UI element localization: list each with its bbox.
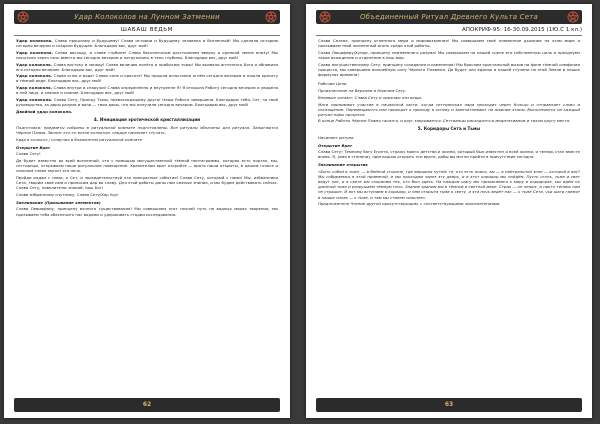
rubric-line: Произнесение на Верхнем и Нижнем Сету. — [318, 88, 407, 94]
paragraph: Да будет известно во всей вселенной, что с помощью могущественной тёмной пентаграммы, которая есть портал, мы, сеттианцы, открываем наше ритуальное помещение. Хранителям врат откройте — врата наши открыты, в нашем голосе и сильном слове звучит эта ночь. — [16, 158, 278, 174]
bell-line: Удар колокола. Слава внутри и снаружи! Слава определённо и внутренне Я! Я открыла Работу сегодня вечером и увидела в ней лицо, и знание и сияние. Благодарю вас, друг мой! — [16, 85, 278, 96]
left-header-bar — [14, 10, 280, 24]
paragraph: Слава Сатане, принцепу огненного мира и мировоззрения! Мы совершаем твоё пламенное дыхание на этом мире и призываем твой жизненный огонь среди этой работы. — [318, 38, 580, 49]
rubric-title: Рабочие Цели — [318, 81, 347, 87]
rubric-line: В конце Работы Чёрное Пламя гасится, и круг закрывается. Сеттианцы расходятся в медитативном и тихом кругу места. — [318, 118, 571, 124]
bell-line: Двойной удар колокола. — [16, 108, 73, 114]
left-page — [4, 4, 290, 418]
closing-label: Заклинание (Призывание элементов) — [16, 199, 101, 205]
open-label: Открытие Врат — [318, 142, 353, 148]
pentagram-icon — [319, 11, 331, 23]
right-page — [306, 4, 592, 418]
page-number: 62 — [142, 401, 152, 408]
section-intro: Начинает ритуал. — [318, 134, 355, 140]
left-subheader: ШАБАШ ВЕДЬМ — [14, 26, 280, 36]
right-footer-bar — [316, 398, 582, 412]
left-header-title: Удар Колоколов на Лунном Затмении — [74, 13, 220, 21]
rubric-line: Маги принимают участие в начальной части, когда сеттианская пара проходит через Кольцо и отправляет слово и посвящение. Перемещаются или приходят к приходу в основу и запечатлевают на нижние этапы. Выполняются на каждый ритуал пары процессе. — [318, 101, 580, 117]
paragraph: Слава Сету! — [16, 151, 41, 157]
opening-label: Открытие Врат — [16, 144, 51, 150]
paragraph: Слава Левиафану, принцепу вечного существования! Мы совершаем этот ночной путь на водных морях творения, мы призываем тебя обеспечить нас водами и удерживать стадии исследования. — [16, 206, 278, 217]
pentagram-icon — [265, 11, 277, 23]
bell-line: Удар колокола. Слава Сету, Принцу Тьмы, превосходящему друга! Наша Работа завершена. Благодарю тебя, Сет, за твоё руководство, за дары разума и воли — твои дары, что мы получили сегодня вечером. Благодарю вас, друг мой! — [16, 96, 278, 107]
left-body — [16, 38, 278, 394]
paragraph: Слава Люциферу/Хупри, принцепу неизменного разума! Мы совершаем на нашей сцене его собственную цель и празднуем такое вхождение и отделение в наш мир. — [318, 49, 580, 60]
right-header-bar — [316, 10, 582, 24]
right-header-title: Объединенный Ритуал Древнего Культа Сета — [359, 13, 539, 21]
bell-line: Удар колокола. Слава огню и воде! Слава силе и красоте! Мы прошли испытания огнём сегодня вечером и нашли красоту в тёмной воде. Благодарю вас, друг мой! — [16, 73, 278, 84]
section-note: Удар в колокол / созвучия в блаженном ритуальной комнате — [16, 136, 142, 142]
section-title: 5. Коридоры Сета и Тьмы — [417, 126, 481, 132]
pentagram-icon — [567, 11, 579, 23]
paragraph: «Быть собой в тьме, — в бейной стороне, где вершина путей; те, кто есть поиск, вы — в нейтральной зоне — которой в вас? Мы собираемся в этой приемной, и мы проходим через эту дверь, и в этот коридор мы пойдём. Пусть огонь, тьма и свет ведут нас, и в свете мы сохраним тех, кто был здесь. На каждом шагу мы прикасаемся к миру в коридорах, мы идём по длинной тьме и разрушаем тёмную ночь. Знание храним мы в тёмной и светлой мере. Страх — он лежит, и никто теперь нам не страшит. И вот мы вступаем в коридор, и нам открыта тьма к свету, и эта ночь ведёт нас — к тьме Сета, чьи шаги гремят в наших силах — к тьме, и там мы станем сильнее». — [318, 169, 580, 200]
paragraph: Слава Сету! Тёмному богу Египта, стражу моего детства и жизни, который был известен и всей жизни, и теперь стал вместе вновь. Я, (имя в степени), приглашаю открыть эти врата, дабы вы могли прийти в присутствие сегодня. — [318, 149, 580, 160]
pentagram-icon — [17, 11, 29, 23]
section-intro: Подготовка: предметы собраны в ритуальной комнате подготовлены. Все ритуалы облачены для ритуала. Зажигаются Чёрное Пламя. Звонит кто-то возле колокола, сердце начинает стучать. — [16, 124, 278, 135]
bell-line: Удар колокола. Слава прошлому и будущему! Слава истории и будущему человека и Вселенной! Мы сделали историю сегодня вечером и создали будущее. Благодарю вас, друг мой! — [16, 38, 278, 49]
left-footer-bar — [14, 398, 280, 412]
bell-line: Удар колокола. Слава восходу, и славе глубине! Слава бесконечным расстояниям вверху и крепкой земле внизу! Мы насытили через ночь вместо мы сегодня вечером и погрузились в тень глубины. Благодарю вас, друг мой! — [16, 49, 278, 60]
section-title: 4. Инициация эротической кристаллизации — [93, 116, 201, 122]
paragraph: Слава могущественному Сету, принципу созидания и изменения! Мы бросаем кристальный вызов на фоне тёмной симфонии процесса, мы совершаем волшебную силу Чёрного Пламени. Да будет оно единое в нашей ступени на этой Земле в наших формулах времени! — [318, 61, 580, 77]
closing-note: Предложенное Чтение другой присутствующим, с соответствующими произнесениями. — [318, 201, 501, 207]
page-number: 63 — [444, 401, 454, 408]
invocation-label: Заклинание открытия — [318, 162, 368, 168]
paragraph: Слава избранному спутнику, Слава Сету/Хар Уру! — [16, 191, 119, 197]
paragraph: Пройди рядом с нами, о Сет, и засвидетельствуй эти прекрасные события! Слава Сету, который с нами! Мы, избранники Сета, творим своё имя и приносим дар во славу. Для этой работы даны нам смелые знания, и мы будем действовать сейчас. Слава Сету, повелителю знаний, наш Бог! — [16, 174, 278, 191]
rubric-line: Впервые читают: Слава Сету и признаю эти вещи. — [318, 94, 423, 100]
right-body — [318, 38, 580, 394]
bell-line: Удар колокола. Слава востоку и западу! Слава величию полёта и прибытию тьмы! Мы вызвали античного Бога и обновили его сегодня вечером. Благодарю вас, друг мой! — [16, 61, 278, 72]
right-subheader: АПОКРИФ-95: 16-30.09.2015 (1Ю.С 1 кл.) — [316, 26, 582, 36]
